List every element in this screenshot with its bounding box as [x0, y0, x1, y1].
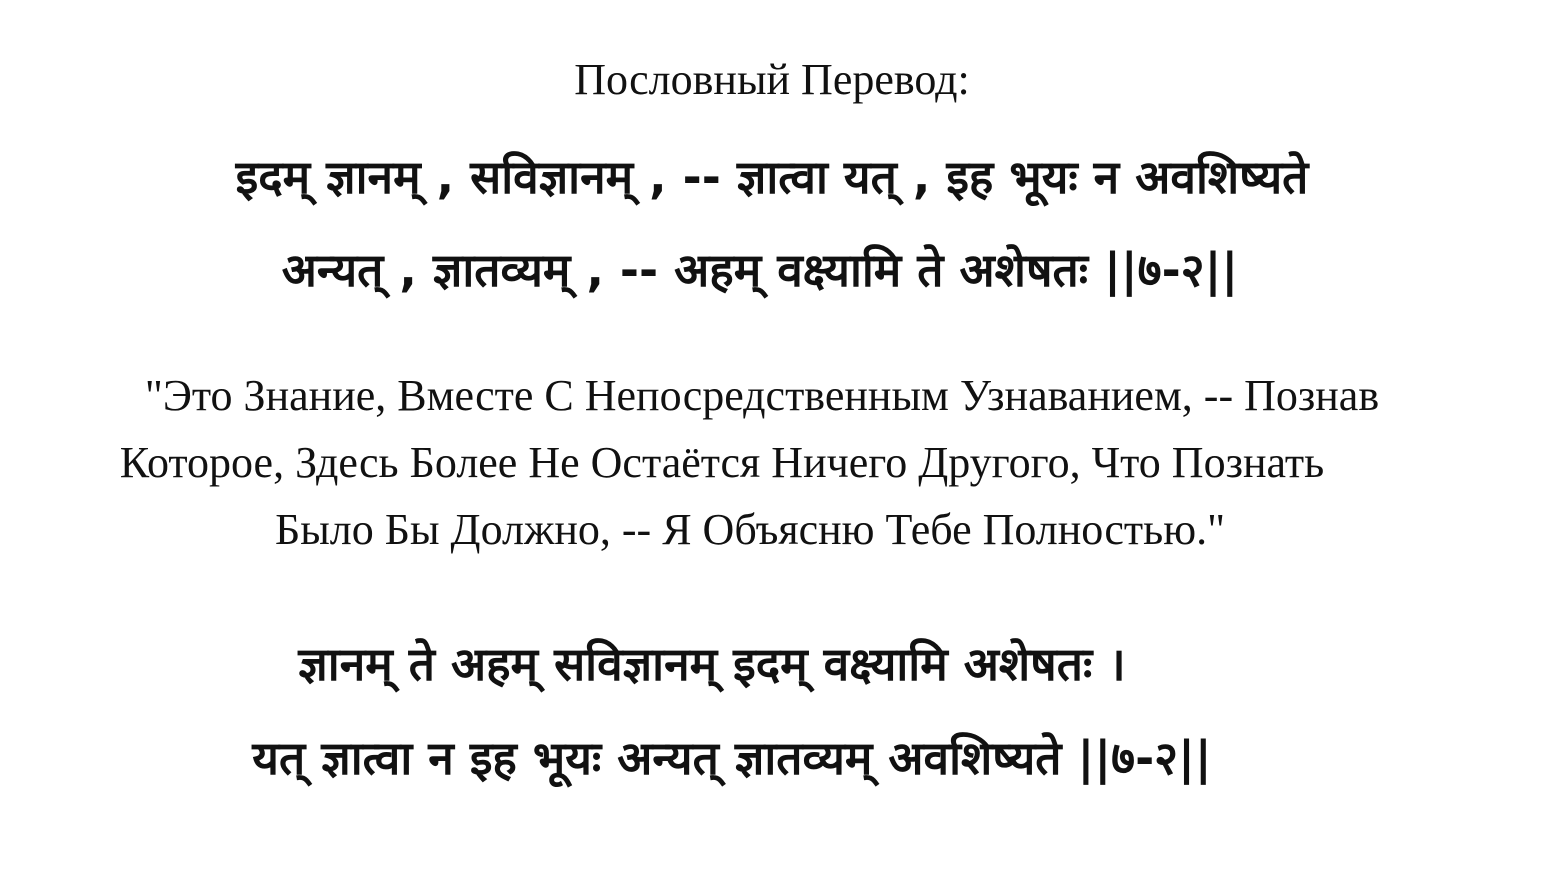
verse-line-1: ज्ञानम् ते अहम् सविज्ञानम् इदम् वक्ष्यामि अशेषतः ।: [298, 637, 1126, 691]
translation-line-3: Было Бы Должно, -- Я Объясню Тебе Полностью.": [274, 505, 1226, 554]
word-by-word-line-1: इदम् ज्ञानम् , सविज्ञानम् , -- ज्ञात्वा यत् , इह भूयः न अवशिष्यते: [235, 150, 1309, 204]
word-by-word-line-2: अन्यत् , ज्ञातव्यम् , -- अहम् वक्ष्यामि ते अशेषतः ||७-२||: [281, 243, 1239, 297]
verse-line-2: यत् ज्ञात्वा न इह भूयः अन्यत् ज्ञातव्यम् अवशिष्यते ||७-२||: [252, 731, 1212, 785]
translation-line-2: Которое, Здесь Более Не Остаётся Ничего Другого, Что Познать: [119, 438, 1325, 487]
page-heading: Пословный Перевод:: [574, 55, 970, 104]
translation-line-1: "Это Знание, Вместе С Непосредственным Узнаванием, -- Познав: [144, 371, 1380, 420]
